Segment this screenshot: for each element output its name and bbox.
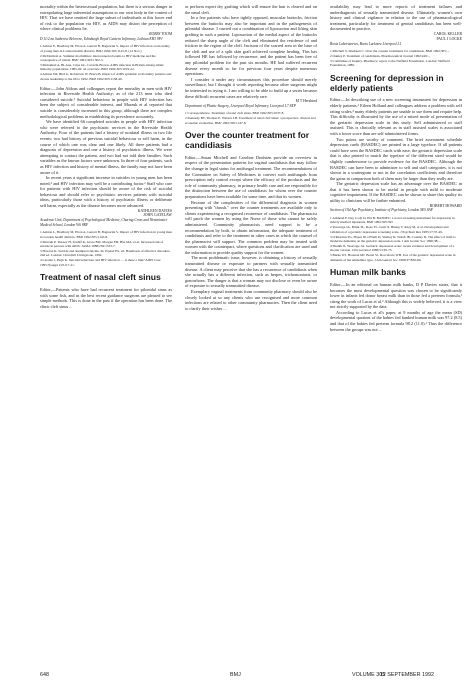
- reference-item: 2 Oakley P. Treatment of candidiasis. Pharmaceutical Journal 1992;249:...: [330, 54, 431, 59]
- body-text: In recent years a significant increase in suicides in young men has been noted,² and HIV infection may well be a contributing factor.³ Staff who care for patients with HIV infection should be aware of the risk of suicidal behaviour and should refer to psychiatric services patients with suicidal ideas, particularly those with a history of psychiatric illness or deliberate self harm, especially as the disease becomes more advanced.: [40, 175, 172, 209]
- signature: M T Herskind: [295, 99, 317, 104]
- reference-item: 5 Burke WJ, Houston MJ, Boust SJ, Roccaforte WH. Use of the geriatric depression scale in dementia of the Alzheimer type. J Am Geriatr Soc 1989;37:856-60.: [330, 253, 456, 262]
- body-text: Editor,—Patients who have had recurrent treatment for pilonidal sinus as with some fish, and in the best recent guidance surgeons are pleased to see simple methods. This is done in the past if the operation has been done. The clinic cleft sinus ...: [40, 287, 172, 309]
- signature: ROBERT HOWARD: [429, 203, 462, 208]
- reference-item: 2 Yesavage JA, Brink TL, Rose TL, Lum O, Huang V, Adey M, et al. Development and validation of a geriatric depression screening scale. J Psychiatr Res 1983;17:37-49.: [330, 225, 449, 234]
- body-text: Editor,—Susan Mitchell and Caroline Dredsten provide an overview in respect of the presentation patterns for vaginal candidiasis that may follow the change in legal status for antifungal treatment. The recommendations of the Committee on Safety of Medicines to convert such antifungals from prescription only control except where the efficacy of the products and the role of community pharmacy, in primary health care and are responsible for the distinction between the use of candidiasis for whom over the counter preparations have been available for some time, and that its women.: [185, 154, 317, 199]
- body-text: The geriatric depression scale has an advantage over the BASDEC in that it has been shown to be useful in people with mild to moderate cognitive impairment. If the BASDEC can be shown to share this quality its utility to clinicians will be further enhanced.: [330, 181, 462, 204]
- reference-item: 1 Mitchell S, Dredsten C. Over the counter treatments for candidiasis. BMJ 1992;305:...: [330, 49, 450, 54]
- body-text: I consider it under any circumstances this procedure should merely surveillance, but I thought it worth reporting because other surgeons might be interested in trying it. I am willing to be able to build up a series because these difficult recurrent cases are relatively rare.: [185, 76, 317, 99]
- reference-item: 1 Adshead F, Day Cody D, Pitt B. BASDEC: a novel screening instrument for depression in elderly medical inpatients. BMJ 1992;305:397.: [330, 216, 455, 225]
- signature: ROBIN TOOM: [149, 31, 172, 36]
- reference-item: 1 Correspondence. Treatment of natal cleft sinus. BMJ 1992;305:1037-8.: [185, 111, 285, 116]
- body-text: Two points are worthy of comment. The brief assessment schedule depression cards (BASDEC) are printed in a large typeface. If all patients could have seen the BASDEC cards with ease, the geriatric depression scale that is also printed to match the typeface of the different sized would be slightly cumbersome to provide evidence for the BASDEC. Although the BASDEC can have been to administer to self and staff categories, it is not shown in a scattergram or not in the correlation coefficients and therefore the gains in comparison both of them may be larger than they really are.: [330, 136, 462, 181]
- reference-item: 3 Committee of Inquiry. Pharmacy: report to the Nuffield Foundation. London: Nuffield Foundation, 1986.: [330, 58, 450, 68]
- column-1: [40, 4, 172, 309]
- body-text: The most problematic issue, however, is obtaining a history of sexually transmitted disease or exposure to partners with sexually transmitted disease. A client may perceive that she has a recurrence of candidiasis when she actually has a different infection, such as herpes, trichomoniasis, or gonorrhoea. The danger is that a woman may not disclose or even be aware of exposure to sexually transmitted disease.: [185, 255, 317, 289]
- reference-item: 4 Sheikh JI, Yesavage JA. Geriatric depression scale: recent evidence and development of a shorter version. Clin Gerontol 1986;5:165-73.: [330, 243, 455, 253]
- affiliation: Section of Old Age Psychiatry, Institute of Psychiatry, London SE5 8AF: [330, 208, 433, 213]
- body-text: Exemplary vaginal treatments from community pharmacy should also be closely looked at so any clients who use recognised and more common infections are related to other community pharmacies. Then the client need to clarify their wishes ...: [185, 289, 317, 311]
- reference-item: 3 O'Riordan TG, Hayes JP, O'Neill D, Shelley R, Walsh JB, Coakley D. The effect of mild to moderate dementia on the geriatric depression scale. J Am Geriatr Soc 1990;38:...: [330, 234, 456, 244]
- body-text: In a few patients who have tightly opposed, muscular buttocks, friction between the buttocks may also be important and in the pathogenesis of pilonidal disease. I carried out a combination of liposuction and lifting skin grafting in such a patient. Liposuction of the medial aspect of the buttocks reduced the sharp angle of the cleft and eliminated the residence of and friction in the region of the cleft. Incision of the scarred area in the base of the cleft and use of a split skin graft achieved complete healing. This has followed HE has followed by recurrence, and the patient has been free of any pilonidal problem for the past six months. HE had suffered recurrent disease every month so far for previous four years despite numerous operations.: [185, 15, 317, 77]
- signature: JOHN GATELAW: [143, 213, 172, 218]
- reference-item: 2 Kennedy BT, Thomas E, Watson LB. Treatment of natal cleft sinus: a prospective, clinical and economic evaluation. BMJ 1992;305:1147-8.: [185, 116, 316, 125]
- column-2: [185, 4, 317, 311]
- body-text: availability may lead to more reports of treatment failures and underdiagnosis of sexually transmitted disease. Ultimately, women's own history and clinical vigilance in relation to the use of pharmacological treatment, particularly for treatment of genital candidiasis has been well-documented in practice.: [330, 4, 462, 32]
- issue-date: 12 SEPTEMBER 1992: [379, 672, 434, 678]
- reference-item: 1 Ashton L, Bradbury M, Elton A, Garrett B, Bagnorini S. Impact of HIV infection in young men in London health districts. BMJ 1992;305:1145-8.: [40, 230, 172, 239]
- page-footer: [40, 672, 434, 682]
- body-text: We have identified 66 completed suicides in people with HIV infection who were referred to the psychiatric services in the Riverside Health Authority. Four of the patients had a history of nonfatal illness in two life events; two had history of previous suicidal behaviour or self harm, in the course of which one was clear and one likely. All three patients had a diagnosis of depression and one a history of psychiatric illness. We were attempting to contact the patient, and two had not told their families. Such variables as the known factors were unknown. In three of four patients, such as HIV infection and history of mental illness, the family may not have been aware of it.: [40, 119, 172, 175]
- column-3: [330, 4, 462, 332]
- reference-item: 4 Catalan J, Pugh K. Suicidal behaviour and HIV infection — is there a link? AIDS Care 1995;7(suppl 2):S117-21.: [40, 258, 161, 267]
- body-text: Because of the complexities of the differential diagnosis in women presenting with "thrush," over the counter treatments are available only to clients experiencing a recognised recurrence of candidiasis. The pharmacist will patch the women by using the Nurse of those who cannot be safely administered. Community pharmacists need support to be a recommendation by both, to obtain information, the adequate treatment of candidiasis and refer to the treatment in other cases in which the counsel of the pharmacist will support. The common problem may be treated with women with the counterpart, where questions and clarification are used and the information to provide quality support for the women.: [185, 199, 317, 255]
- body-text: Editor,—John Aldous and colleagues report the mortality in men with HIV infection in Riverside Health Authority; as of the 213 men who died considered suicide.¹ Suicidal behaviour in people with HIV infection has been the subject of considerable interest, and Marzuk et al reported that suicide is considerably increased in this group, although there are complex methodological problems in establishing its prevalence accurately.: [40, 85, 172, 119]
- reference-item: 1 Ashton E, Bradbury M, Elton A, Garrett B, Bagnorini S. Impact of HIV infection on mortality of young men in London health districts. BMJ 1992;305:1145-8. (14 Nov.): [40, 44, 170, 53]
- body-text: Editor,—In describing use of a new screening instrument for depression in elderly patients,¹ Eileen Holland and colleagues address a problem with self rating scales,² many elderly patients are unable to use them and require help. This difficulty is illustrated by the use of a mixed mode of presentation of the geriatric depression scale in this study. Self administered or staff assisted. This is clinically relevant as in staff assisted scales is associated with a lower score than are self administered forms.: [330, 97, 462, 136]
- article-heading: Over the counter treatment for candidiasis: [185, 130, 310, 150]
- reference-item: 3 Hawton K. Suicide and attempted suicide. In: Paykel ES, ed. Handbook of affective disorders. 2nd ed. London: Churchill Livingstone, 1992.: [40, 249, 171, 258]
- signature: CAROL KELLER: [433, 31, 462, 36]
- reference-item: 2 McDermott A. Summer morbidities: interconnected teams to HIV medicine and the consequence of trends. BMJ 1991;303:1302-3.: [40, 53, 156, 63]
- affiliation: Department of Plastic Surgery, Liverpool Royal Infirmary, Liverpool L7 8XP: [185, 103, 296, 108]
- affiliation: Academic Unit, Department of Psychological Medicine, Charing Cross and Westminster Medical School, London W6 8RF: [40, 218, 168, 227]
- journal-name: BMJ: [230, 672, 241, 678]
- article-heading: Human milk banks: [330, 267, 406, 278]
- reference-item: 3 Mohamed A, Bi-Ana, Crips GL, Cavachi-Brown. AIDS infection in Britain among ethnic minority populations, 1985-92: an overview. BMJ 1992;305:1019-22.: [40, 62, 164, 72]
- article-heading: Treatment of nasal cleft sinus: [40, 272, 161, 283]
- page-number: 648: [40, 672, 49, 678]
- volume-label: VOLUME 305: [352, 672, 386, 678]
- body-text: Editor,—In an editorial on human milk banks, D P Davies states, that it becomes the most developmental question was chosen to be significantly lower in infants fed donor breast milk than in those fed a preterm formula,¹ citing the work of Lucas et al.² Although this is widely believed, it is a view not strictly supported by the data.: [330, 281, 462, 310]
- signature: PAUL J LOCKE: [436, 36, 462, 41]
- affiliation: D 11/2 na Sutherise Belverne, Edinburgh Royal Cantern Infirmary, Lothian EH3 9PJ: [40, 36, 163, 41]
- body-text: According to Lucas et al's paper, at 9 months of age the mean (SD) developmental quotient of the babies fed banked human milk was 97.2 (8.5) and that of the babies fed preterm formula 98.2 (11.0).¹ Thus the difference between the groups was not ...: [330, 309, 462, 332]
- affiliation: Boots Laboratories, Boots Lucknow Liverpool L1: [330, 41, 402, 46]
- body-text: or perform expert dry grafting which will ensure the hair is cleared and on the nasal cleft.: [185, 4, 317, 15]
- article-heading: Screening for depression in elderly patients: [330, 72, 444, 93]
- body-text: mortality within the heterosexual population, but there is a serious danger in extrapolating large inferential assumptions to our own body in the context of HIV. That we have omitted the large subset of individuals at this lower end of risk to the population via HIV, as AIDS may distort the perception of where clinical problems lie.: [40, 4, 172, 32]
- reference-item: 4 Ashton JM, Bird G, Robertson W, Bruce B. Impact of AIDS epidemic in mortality patterns and chorus leadership to the 60 to 1992. BMJ 1992:305:1138-40.: [40, 72, 172, 81]
- reference-item: 2 Marzuk P, Tierney H, Tardiff K, Gross EM, Morgan EB, Hsu MA, et al. Increased risk of suicide in persons with AIDS. JAMA 1988;259:1333-7.: [40, 239, 164, 249]
- signature: KATHLEEN DAVIES: [137, 208, 172, 213]
